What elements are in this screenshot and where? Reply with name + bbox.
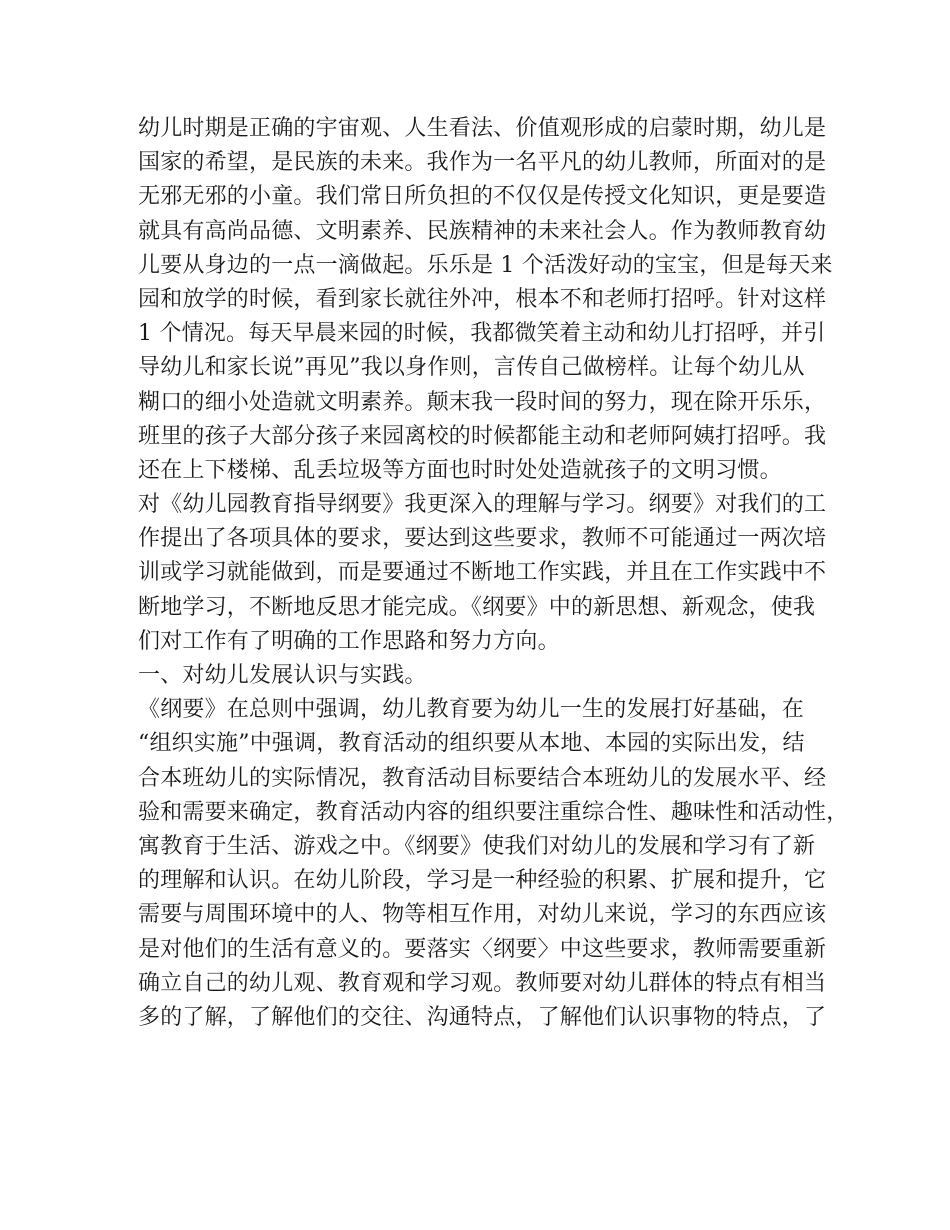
text-line: 需要与周围环境中的人、物等相互作用，对幼儿来说，学习的东西应该 [138,902,827,928]
text-line: 合本班幼儿的实际情况，教育活动目标要结合本班幼儿的发展水平、经 [138,765,827,791]
body-text [138,112,849,1035]
text-line: 断地学习，不断地反思才能完成。《纲要》中的新思想、新观念，使我 [138,594,816,620]
text-line: 班里的孩子大部分孩子来园离校的时候都能主动和老师阿姨打招呼。我 [138,423,827,449]
text-line: 是对他们的生活有意义的。要落实〈纲要〉中这些要求，教师需要重新 [138,936,827,962]
text-line: 导幼儿和家长说”再见”我以身作则，言传自己做榜样。让每个幼儿从 [138,355,805,381]
text-line: 训或学习就能做到，而是要通过不断地工作实践，并且在工作实践中不 [138,560,827,586]
text-line: 验和需要来确定，教育活动内容的组织要注重综合性、趣味性和活动性， [138,799,849,825]
text-line: 还在上下楼梯、乱丢垃圾等方面也时时处处造就孩子的文明习惯。 [138,457,782,483]
text-line: 确立自己的幼儿观、教育观和学习观。教师要对幼儿群体的特点有相当 [138,970,827,996]
text-line: 无邪无邪的小童。我们常日所负担的不仅仅是传授文化知识，更是要造 [138,184,827,210]
text-line: 糊口的细小处造就文明素养。颠末我一段时间的努力，现在除开乐乐， [138,389,827,415]
text-line: 《纲要》在总则中强调，幼儿教育要为幼儿一生的发展打好基础，在 [138,697,805,723]
text-line: 幼儿时期是正确的宇宙观、人生看法、价值观形成的启蒙时期，幼儿是 [138,116,827,141]
text-line: 1 个情况。每天早晨来园的时候，我都微笑着主动和幼儿打招呼，并引 [138,321,826,347]
text-line: 园和放学的时候，看到家长就往外冲，根本不和老师打招呼。针对这样 [138,286,827,312]
text-line: “组织实施”中强调，教育活动的组织要从本地、本园的实际出发，结 [138,731,805,757]
text-line: 就具有高尚品德、文明素养、民族精神的未来社会人。作为教师教育幼 [138,218,827,244]
text-line: 作提出了各项具体的要求，要达到这些要求，教师不可能通过一两次培 [138,526,827,552]
section-heading: 一、对幼儿发展认识与实践。 [138,663,427,688]
text-line: 儿要从身边的一点一滴做起。乐乐是 1 个活泼好动的宝宝，但是每天来 [138,252,833,278]
text-line: 多的了解，了解他们的交往、沟通特点，了解他们认识事物的特点，了 [138,1004,827,1030]
text-line: 国家的希望，是民族的未来。我作为一名平凡的幼儿教师，所面对的是 [138,150,827,176]
text-line: 们对工作有了明确的工作思路和努力方向。 [138,628,560,654]
text-line: 的理解和认识。在幼儿阶段，学习是一种经验的积累、扩展和提升，它 [138,868,827,894]
text-line: 对《幼儿园教育指导纲要》我更深入的理解与学习。纲要》对我们的工 [138,492,827,518]
text-line: 寓教育于生活、游戏之中。《纲要》使我们对幼儿的发展和学习有了新 [138,833,816,859]
